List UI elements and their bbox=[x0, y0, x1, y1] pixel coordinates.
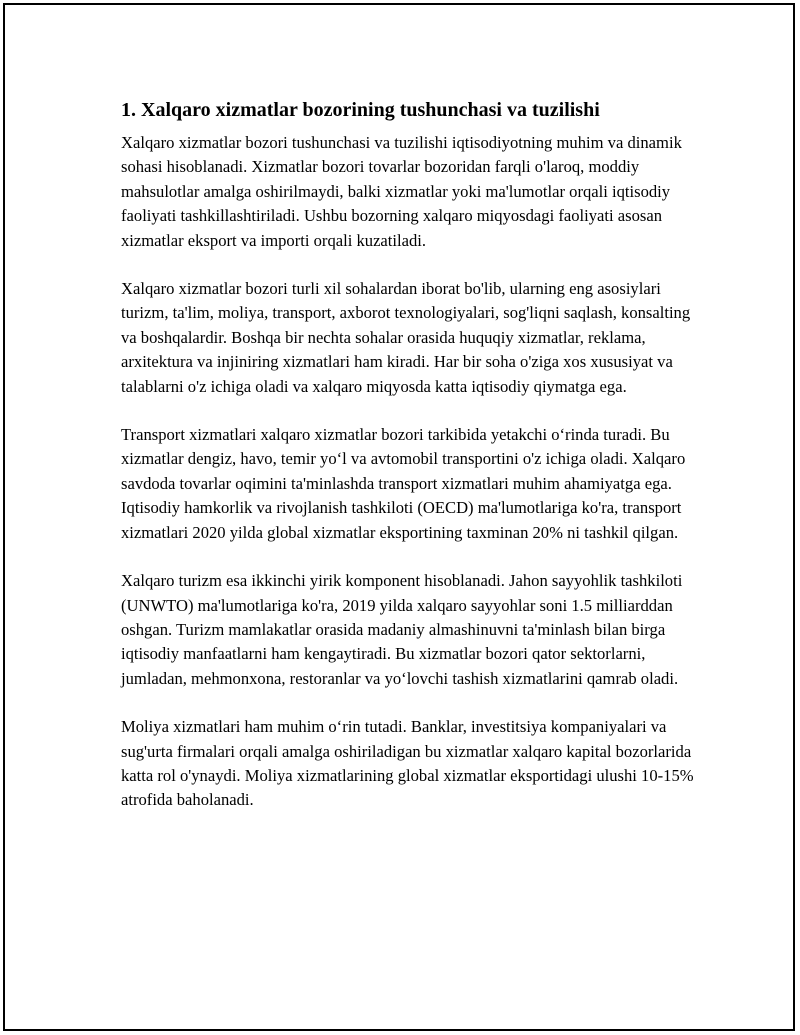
paragraph-intro: Xalqaro xizmatlar bozori tushunchasi va tuzilishi iqtisodiyotning muhim va dinamik sohasi hisoblanadi. Xizmatlar bozori tovarlar bozoridan farqli o'laroq, moddiy mahsulotlar amalga oshirilmaydi, balki xizmatlar yoki ma'lumotlar orqali iqtisodiy faoliyati tashkillashtiriladi. Ushbu bozorning xalqaro miqyosdagi faoliyati asosan xizmatlar eksport va importi orqali kuzatiladi. bbox=[121, 133, 682, 250]
paragraph-sectors: Xalqaro xizmatlar bozori turli xil sohalardan iborat bo'lib, ularning eng asosiylari turizm, ta'lim, moliya, transport, axborot texnologiyalari, sog'liqni saqlash, konsalting va boshqalardir. Boshqa bir nechta sohalar orasida huquqiy xizmatlar, reklama, arxitektura va injiniring xizmatlari ham kiradi. Har bir soha o'ziga xos xususiyat va talablarni o'z ichiga oladi va xalqaro miqyosda katta iqtisodiy qiymatga ega. bbox=[121, 279, 691, 396]
paragraph-finance: Moliya xizmatlari ham muhim oʻrin tutadi. Banklar, investitsiya kompaniyalari va sug'urta firmalari orqali amalga oshiriladigan bu xizmatlar xalqaro kapital bozorlarida katta rol o'ynaydi. Moliya xizmatlarining global xizmatlar eksportidagi ulushi 10-15% atrofida baholanadi. bbox=[121, 717, 694, 810]
page-frame bbox=[3, 3, 795, 1031]
document-body bbox=[121, 97, 696, 837]
paragraph-tourism: Xalqaro turizm esa ikkinchi yirik komponent hisoblanadi. Jahon sayyohlik tashkiloti (UNWTO) ma'lumotlariga ko'ra, 2019 yilda xalqaro sayyohlar soni 1.5 milliarddan oshgan. Turizm mamlakatlar orasida madaniy almashinuvni ta'minlash bilan birga iqtisodiy manfaatlarni ham kengaytiradi. Bu xizmatlar bozori qator sektorlarni, jumladan, mehmonxona, restoranlar va yoʻlovchi tashish xizmatlarini qamrab oladi. bbox=[121, 571, 683, 688]
section-heading: 1. Xalqaro xizmatlar bozorining tushunchasi va tuzilishi bbox=[121, 99, 600, 121]
paragraph-transport: Transport xizmatlari xalqaro xizmatlar bozori tarkibida yetakchi oʻrinda turadi. Bu xizmatlar dengiz, havo, temir yoʻl va avtomobil transportini o'z ichiga oladi. Xalqaro savdoda tovarlar oqimini ta'minlashda transport xizmatlari muhim ahamiyatga ega. Iqtisodiy hamkorlik va rivojlanish tashkiloti (OECD) ma'lumotlariga ko'ra, transport xizmatlari 2020 yilda global xizmatlar eksportining taxminan 20% ni tashkil qilgan. bbox=[121, 425, 686, 542]
